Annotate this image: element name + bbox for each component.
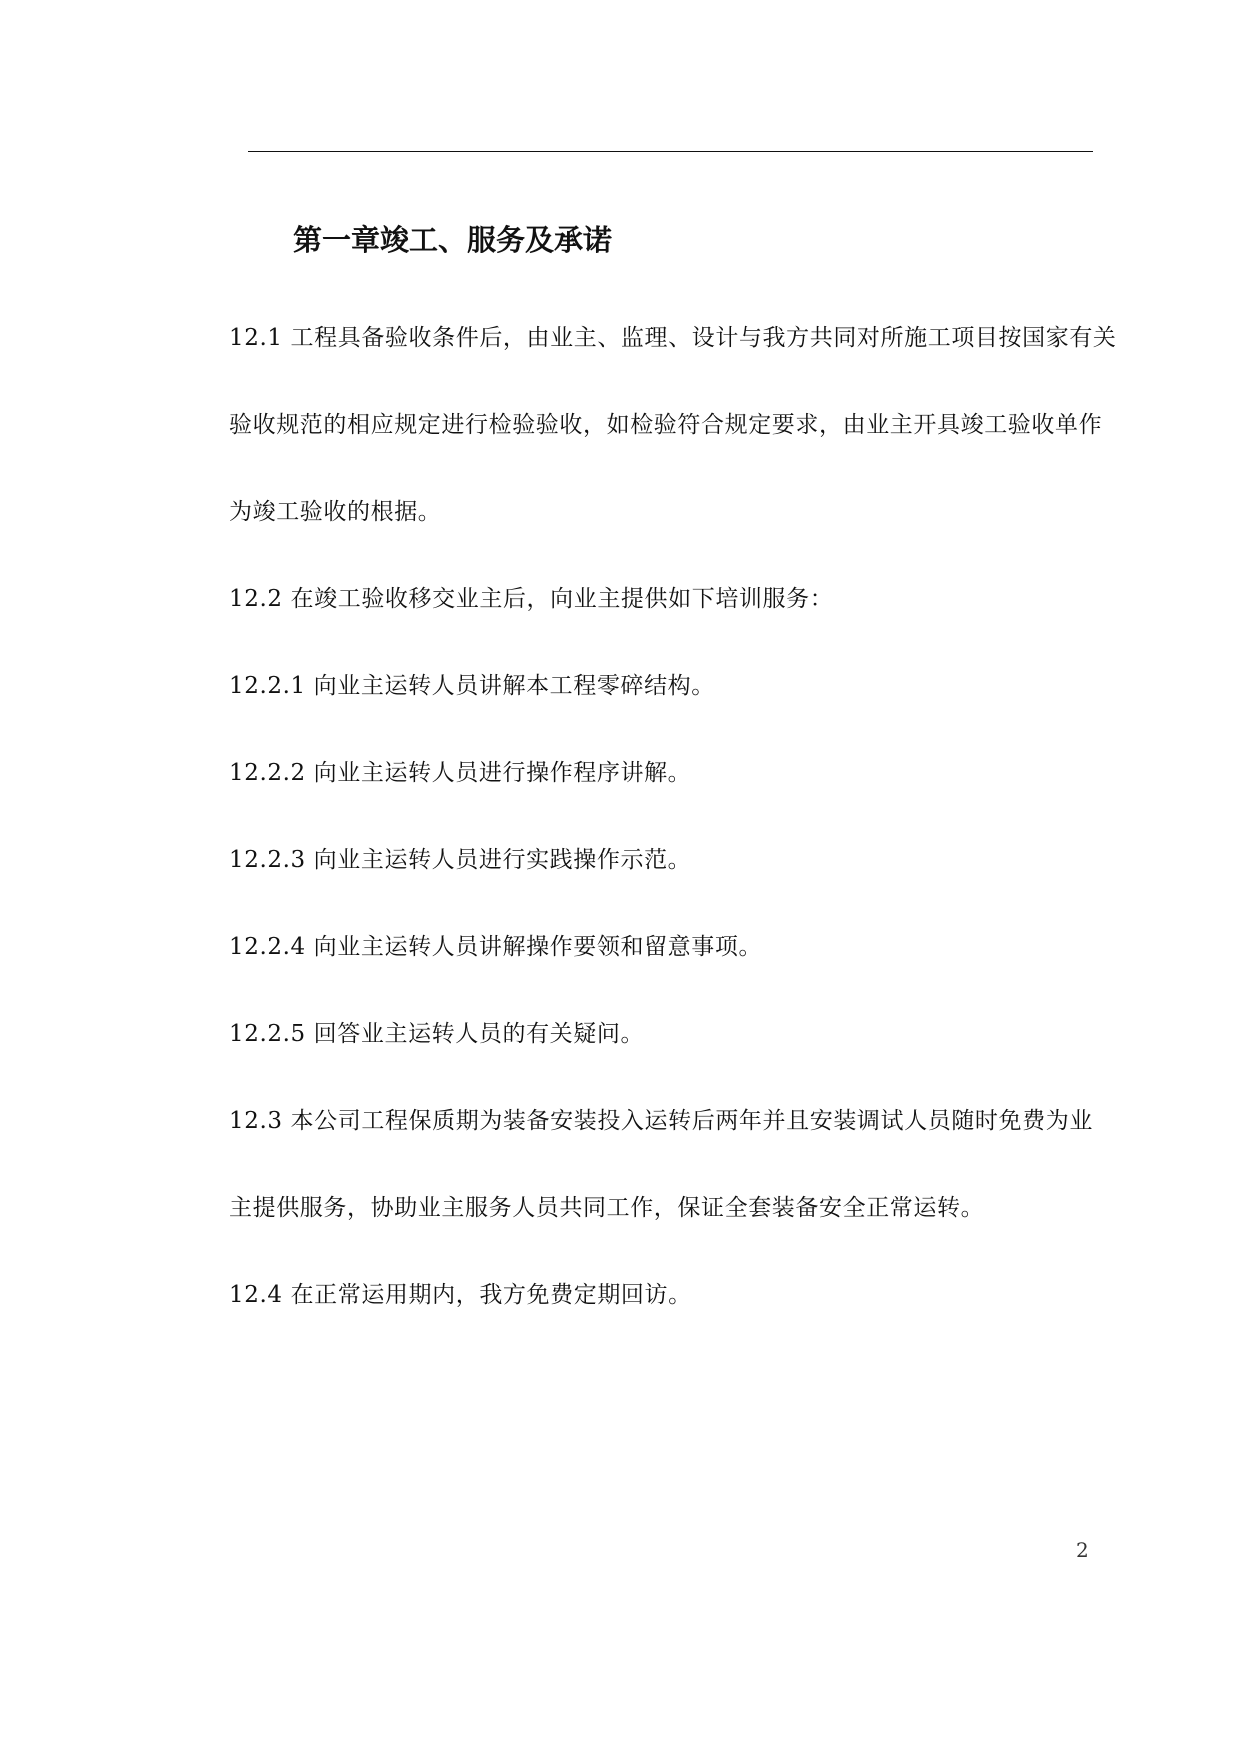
header-rule	[248, 151, 1093, 152]
page-number: 2	[1076, 1538, 1089, 1562]
paragraph-line: 验收规范的相应规定进行检验验收，如检验符合规定要求，由业主开具竣工验收单作	[229, 412, 1103, 438]
paragraph-line: 12.2.3 向业主运转人员进行实践操作示范。	[229, 847, 692, 873]
paragraph-line: 为竣工验收的根据。	[229, 499, 442, 525]
paragraph-line: 12.2.4 向业主运转人员讲解操作要领和留意事项。	[229, 934, 763, 960]
paragraph-line: 12.4 在正常运用期内，我方免费定期回访。	[229, 1282, 692, 1308]
paragraph-line: 12.2.5 回答业主运转人员的有关疑问。	[229, 1021, 645, 1047]
paragraph-line: 12.2.1 向业主运转人员讲解本工程零碎结构。	[229, 673, 715, 699]
paragraph-line: 12.2.2 向业主运转人员进行操作程序讲解。	[229, 760, 692, 786]
chapter-title: 第一章竣工、服务及承诺	[293, 223, 613, 257]
paragraph-line: 12.3 本公司工程保质期为装备安装投入运转后两年并且安装调试人员随时免费为业	[229, 1108, 1093, 1134]
paragraph-line: 12.2 在竣工验收移交业主后，向业主提供如下培训服务：	[229, 586, 834, 612]
paragraph-line: 12.1 工程具备验收条件后，由业主、监理、设计与我方共同对所施工项目按国家有关	[229, 325, 1117, 351]
paragraph-line: 主提供服务，协助业主服务人员共同工作，保证全套装备安全正常运转。	[229, 1195, 985, 1221]
